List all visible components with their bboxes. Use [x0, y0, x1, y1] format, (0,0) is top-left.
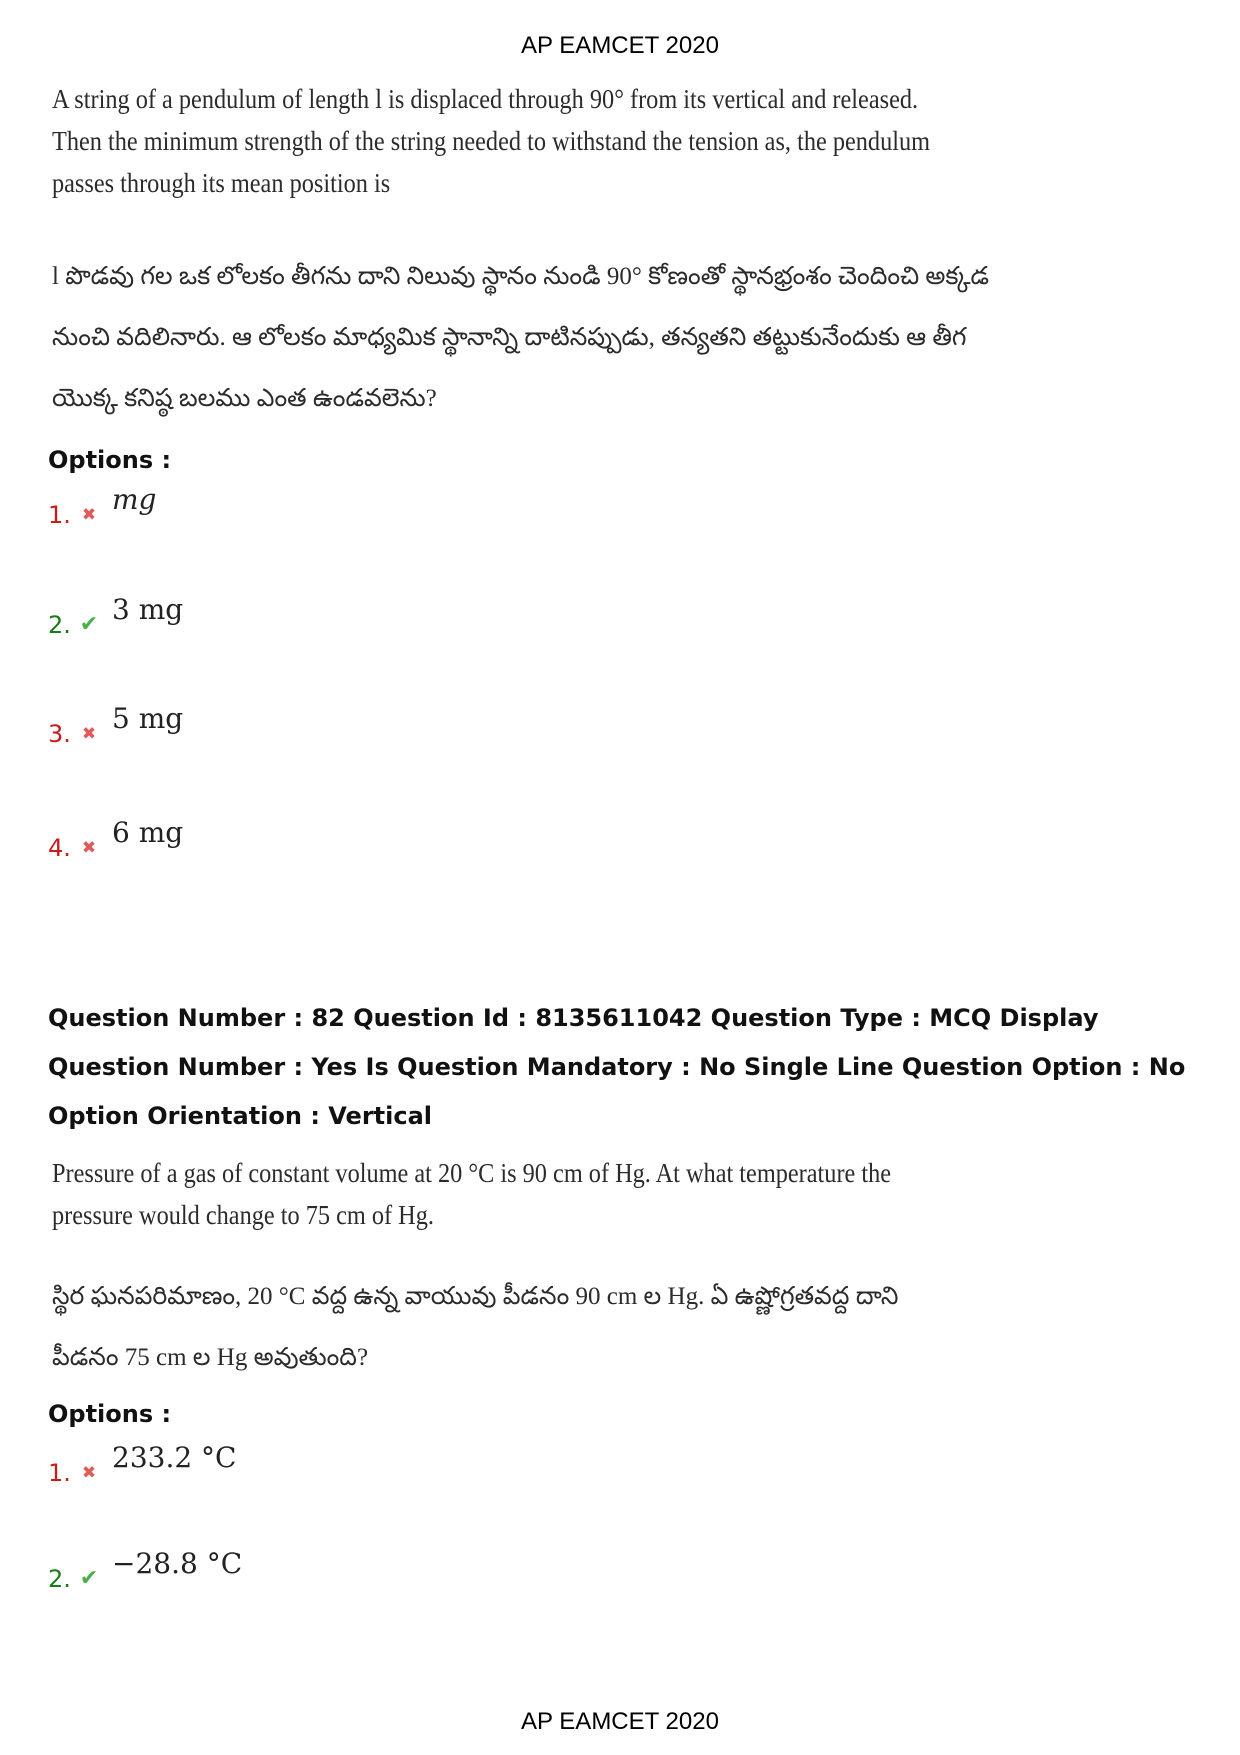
question-1-telugu-line: యొక్క కనిష్ఠ బలము ఎంత ఉండవలెను? — [52, 385, 437, 412]
option-value: 6 mg — [112, 816, 184, 849]
option-number: 4. — [48, 834, 71, 862]
option-value: 233.2 °C — [112, 1441, 237, 1474]
question-meta: Question Number : 82 Question Id : 8135611042 Question Type : MCQ Display Question Number : Yes Is Question Mandatory : No Single Line Question Option : No Option Orientation : Vertical — [48, 1004, 1186, 1130]
check-icon: ✔ — [79, 612, 99, 637]
option-number: 2. — [48, 1565, 71, 1593]
cross-icon: ✖ — [81, 1463, 97, 1483]
question-2-english — [52, 1152, 892, 1236]
option-value: 3 mg — [112, 593, 184, 626]
option-4 — [48, 816, 184, 863]
page-footer: AP EAMCET 2020 — [521, 1708, 719, 1735]
question-2-telugu — [52, 1266, 952, 1388]
option-value: mg — [112, 483, 157, 516]
cross-icon: ✖ — [81, 838, 97, 858]
options-label: Options : — [48, 446, 172, 474]
cross-icon: ✖ — [81, 724, 97, 744]
option-number: 1. — [48, 1459, 71, 1487]
question-2-english-line: Pressure of a gas of constant volume at 20 °C is 90 cm of Hg. At what temperature the — [52, 1158, 892, 1188]
page-header: AP EAMCET 2020 — [521, 32, 719, 59]
option-1 — [48, 1441, 237, 1488]
question-1-telugu-line: నుంచి వదిలినారు. ఆ లోలకం మాధ్యమిక స్థానాన్ని దాటినప్పుడు, తన్యతని తట్టుకునేందుకు ఆ తీగ — [52, 324, 967, 351]
options-label: Options : — [48, 1400, 172, 1428]
option-value: −28.8 °C — [112, 1547, 243, 1580]
option-2 — [48, 593, 184, 640]
option-3 — [48, 702, 184, 749]
check-icon: ✔ — [79, 1566, 99, 1591]
question-2-telugu-line: పీడనం 75 cm ల Hg అవుతుంది? — [52, 1344, 369, 1371]
question-1-english — [52, 78, 931, 204]
option-number: 2. — [48, 611, 71, 639]
question-1-english-line: A string of a pendulum of length l is displaced through 90° from its vertical and released. — [52, 84, 919, 114]
question-1-english-line: Then the minimum strength of the string needed to withstand the tension as, the pendulum — [52, 126, 931, 156]
option-value: 5 mg — [112, 702, 184, 735]
question-2-telugu-line: స్థిర ఘనపరిమాణం, 20 °C వద్ద ఉన్న వాయువు పీడనం 90 cm ల Hg. ఏ ఉష్ణోగ్రతవద్ద దాని — [52, 1283, 899, 1310]
option-2 — [48, 1547, 243, 1594]
question-1-english-line: passes through its mean position is — [52, 168, 391, 198]
question-1-telugu-line: l పొడవు గల ఒక లోలకం తీగను దాని నిలువు స్థానం నుండి 90° కోణంతో స్థానభ్రంశం చెందించి అక్కడ — [52, 263, 990, 290]
cross-icon: ✖ — [81, 505, 97, 525]
option-number: 1. — [48, 501, 71, 529]
option-1 — [48, 483, 157, 530]
option-number: 3. — [48, 720, 71, 748]
question-1-telugu — [52, 246, 990, 429]
question-2-english-line: pressure would change to 75 cm of Hg. — [52, 1200, 434, 1230]
